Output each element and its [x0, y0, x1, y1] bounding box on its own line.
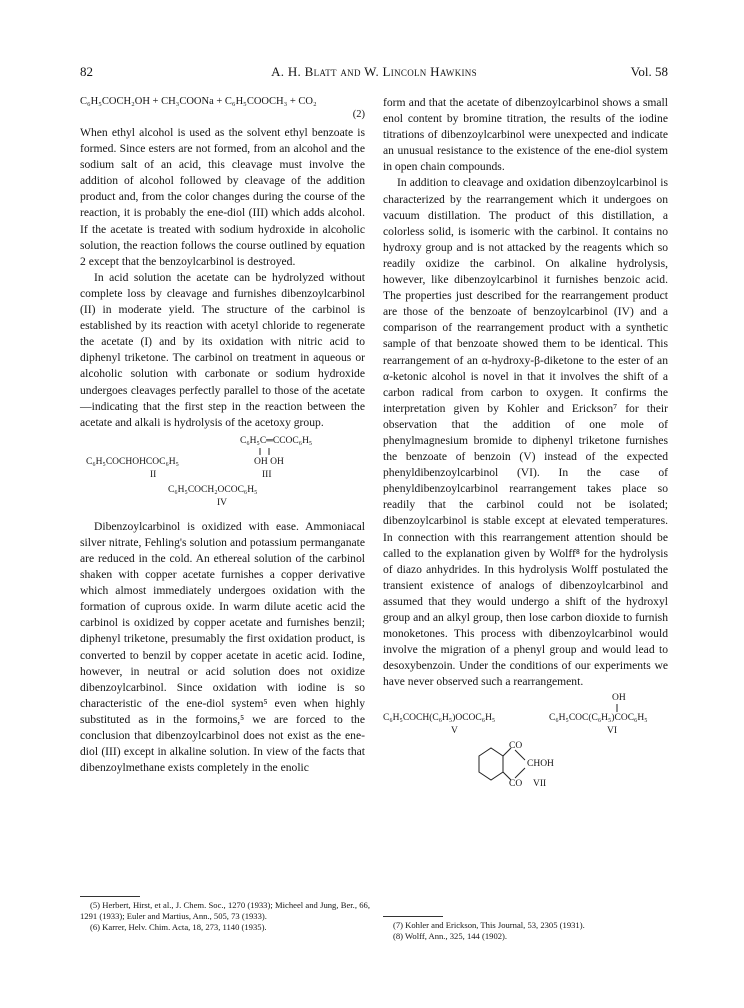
- structure-III-label: III: [262, 469, 272, 480]
- equation-2: [80, 95, 365, 125]
- structure-VII-co-top: CO: [509, 741, 523, 752]
- structure-III-bottom: OH OH: [254, 456, 284, 467]
- structure-VII-label: VII: [533, 779, 547, 790]
- structure-II-formula: C₆H₅COCHOHCOC₆H₅: [86, 456, 179, 467]
- equation-2-text: C₆H₅COCH₂OH + CH₃COONa + C₆H₅COOCH₃ + CO₂: [80, 96, 317, 107]
- structure-V-formula: C₆H₅COCH(C₆H₅)OCOC₆H₅: [383, 713, 496, 724]
- structure-VI-oh: OH: [612, 693, 626, 704]
- left-paragraph-2: In acid solution the acetate can be hydrolyzed without complete loss by cleavage and furnishes dibenzoylcarbinol (II) in moderate yield. The structure of the carbinol is established by its reaction with acetyl chloride to regenerate the acetate (I) and by its oxidation with nitric acid to diphenyl triketone. The carbinol on treatment in aqueous or alcoholic solution with carbonate or sodium hydroxide undergoes cleavages perfectly parallel to those of the acetate—indicating that the first step in the reaction between the acetate and alkali is hydrolysis of the acetoxy group.: [80, 270, 365, 429]
- structure-diagram-bonds: [383, 690, 668, 814]
- left-footnotes: [80, 896, 370, 933]
- left-column: [80, 95, 365, 776]
- right-footnotes: [383, 916, 668, 942]
- footnote-rule-right: [383, 916, 443, 917]
- footnote-8: (8) Wolff, Ann., 325, 144 (1902).: [393, 931, 508, 941]
- structure-VI-label: VI: [607, 726, 618, 737]
- structure-IV-label: IV: [217, 497, 228, 508]
- right-column: [383, 95, 668, 814]
- volume-label: Vol. 58: [630, 64, 668, 79]
- right-paragraph-1: form and that the acetate of dibenzoylcarbinol shows a small enol content by bromine titration, the results of the iodine titrations of dibenzoylcarbinol were unexpected and indicate an unusual resistance to the existence of the ene-diol system in open chain compounds.: [383, 96, 668, 174]
- right-paragraph-2: In addition to cleavage and oxidation dibenzoylcarbinol is characterized by the rearrangement which it undergoes on vacuum distillation. The product of this distillation, a colorless solid, is isomeric with the carbinol. It contains no hydroxy group and is not attacked by the reagents which so readily oxidize the carbinol. On alkaline hydrolysis, however, like dibenzoylcarbinol it furnishes benzoic acid. The properties just described for the rearrangement product are those of the benzoate of benzoylcarbinol (IV) and a comparison of the rearrangement product with a synthetic sample of that benzoate showed them to be identical. This rearrangement of an α-hydroxy-β-diketone to the ester of an α-ketonic alcohol is novel in that it involves the shift of a carbon radical from carbon to oxygen. It confirms the interpretation given by Kohler and Erickson⁷ for their observation that the addition of one mole of phenylmagnesium bromide to diphenyl triketone furnishes the benzoate of benzoin (V) instead of the expected phenyldibenzoylcarbinol (VI). In the case of phenyldibenzoylcarbinol rearrangement takes place so readily that the carbinol could not be isolated; dibenzoylcarbinol is stable except at elevated temperatures. In connection with this rearrangement attention should be called to the explanation given by Wolff⁸ for the hydrolysis of diazo anhydrides. In this hydrolysis Wolff postulated the transient existence of analogs of dibenzoylcarbinol and assumed that they would undergo a shift of the hydroxyl group and an alkyl group, then lose carbon dioxide to furnish monoketones. This process with dibenzoylcarbinol would involve the migration of a phenyl group and would lead to desoxybenzoin. Under the conditions of our experiments we have never observed such a rearrangement.: [383, 176, 668, 689]
- structure-III-top: C₆H₅C═CCOC₆H₅: [240, 435, 313, 446]
- structures-V-VI-VII: [383, 690, 668, 814]
- structure-VII-co-bottom: CO: [509, 779, 523, 790]
- structure-VI-formula: C₆H₅COC(C₆H₅)COC₆H₅: [549, 713, 648, 724]
- footnote-5: (5) Herbert, Hirst, et al., J. Chem. Soc., 1270 (1933); Micheel and Jung, Ber., 66, 1291 (1933); Euler and Martius, Ann., 505, 73 (1933).: [80, 900, 370, 921]
- footnote-rule: [80, 896, 140, 897]
- left-paragraph-3: Dibenzoylcarbinol is oxidized with ease. Ammoniacal silver nitrate, Fehling's solution and potassium permanganate are reduced in the cold. An ethereal solution of the carbinol shaken with copper acetate furnishes a copper derivative which almost immediately undergoes oxidation with the formation of cuprous oxide. In warm dilute acetic acid the carbinol is oxidized by copper acetate and furnishes benzil; diphenyl triketone, presumably the first oxidation product, is converted to benzil by copper acetate in acetic acid. Iodine, however, in neutral or acid solution does not oxidize dibenzoylcarbinol. Since oxidation with iodine is so characteristic of the ene-diol system⁵ even when highly substituted as in the formoins,⁵ we are forced to the conclusion that dibenzoylcarbinol does not exist as the ene-diol (III) except in alkaline solution. In view of the facts that dibenzoylmethane exists completely in the enolic: [80, 519, 365, 775]
- structures-II-III-IV: [80, 431, 365, 519]
- left-paragraph-1: When ethyl alcohol is used as the solvent ethyl benzoate is formed. Since esters are not formed, from an alcohol and the sodium salt of an acid, this cleavage must involve the addition of alcohol followed by cleavage of the addition product and, from the color changes during the course of the reaction, it is probably the ene-diol (III) which adds alcohol. If the acetate is treated with sodium hydroxide in alcoholic solution, the reaction follows the course outlined by equation 2 except that the benzoylcarbinol is destroyed.: [80, 126, 365, 268]
- structure-V-label: V: [451, 726, 458, 737]
- footnote-6: (6) Karrer, Helv. Chim. Acta, 18, 273, 1140 (1935).: [90, 922, 267, 932]
- structure-IV-formula: C₆H₅COCH₂OCOC₆H₅: [168, 484, 258, 495]
- running-header: [80, 64, 668, 82]
- running-title: A. H. Blatt and W. Lincoln Hawkins: [271, 64, 477, 79]
- structure-VII-choh: CHOH: [527, 759, 554, 770]
- page-number: 82: [80, 64, 93, 79]
- footnote-7: (7) Kohler and Erickson, This Journal, 53, 2305 (1931).: [393, 920, 585, 930]
- structure-II-label: II: [150, 469, 157, 480]
- equation-2-number: (2): [352, 109, 365, 120]
